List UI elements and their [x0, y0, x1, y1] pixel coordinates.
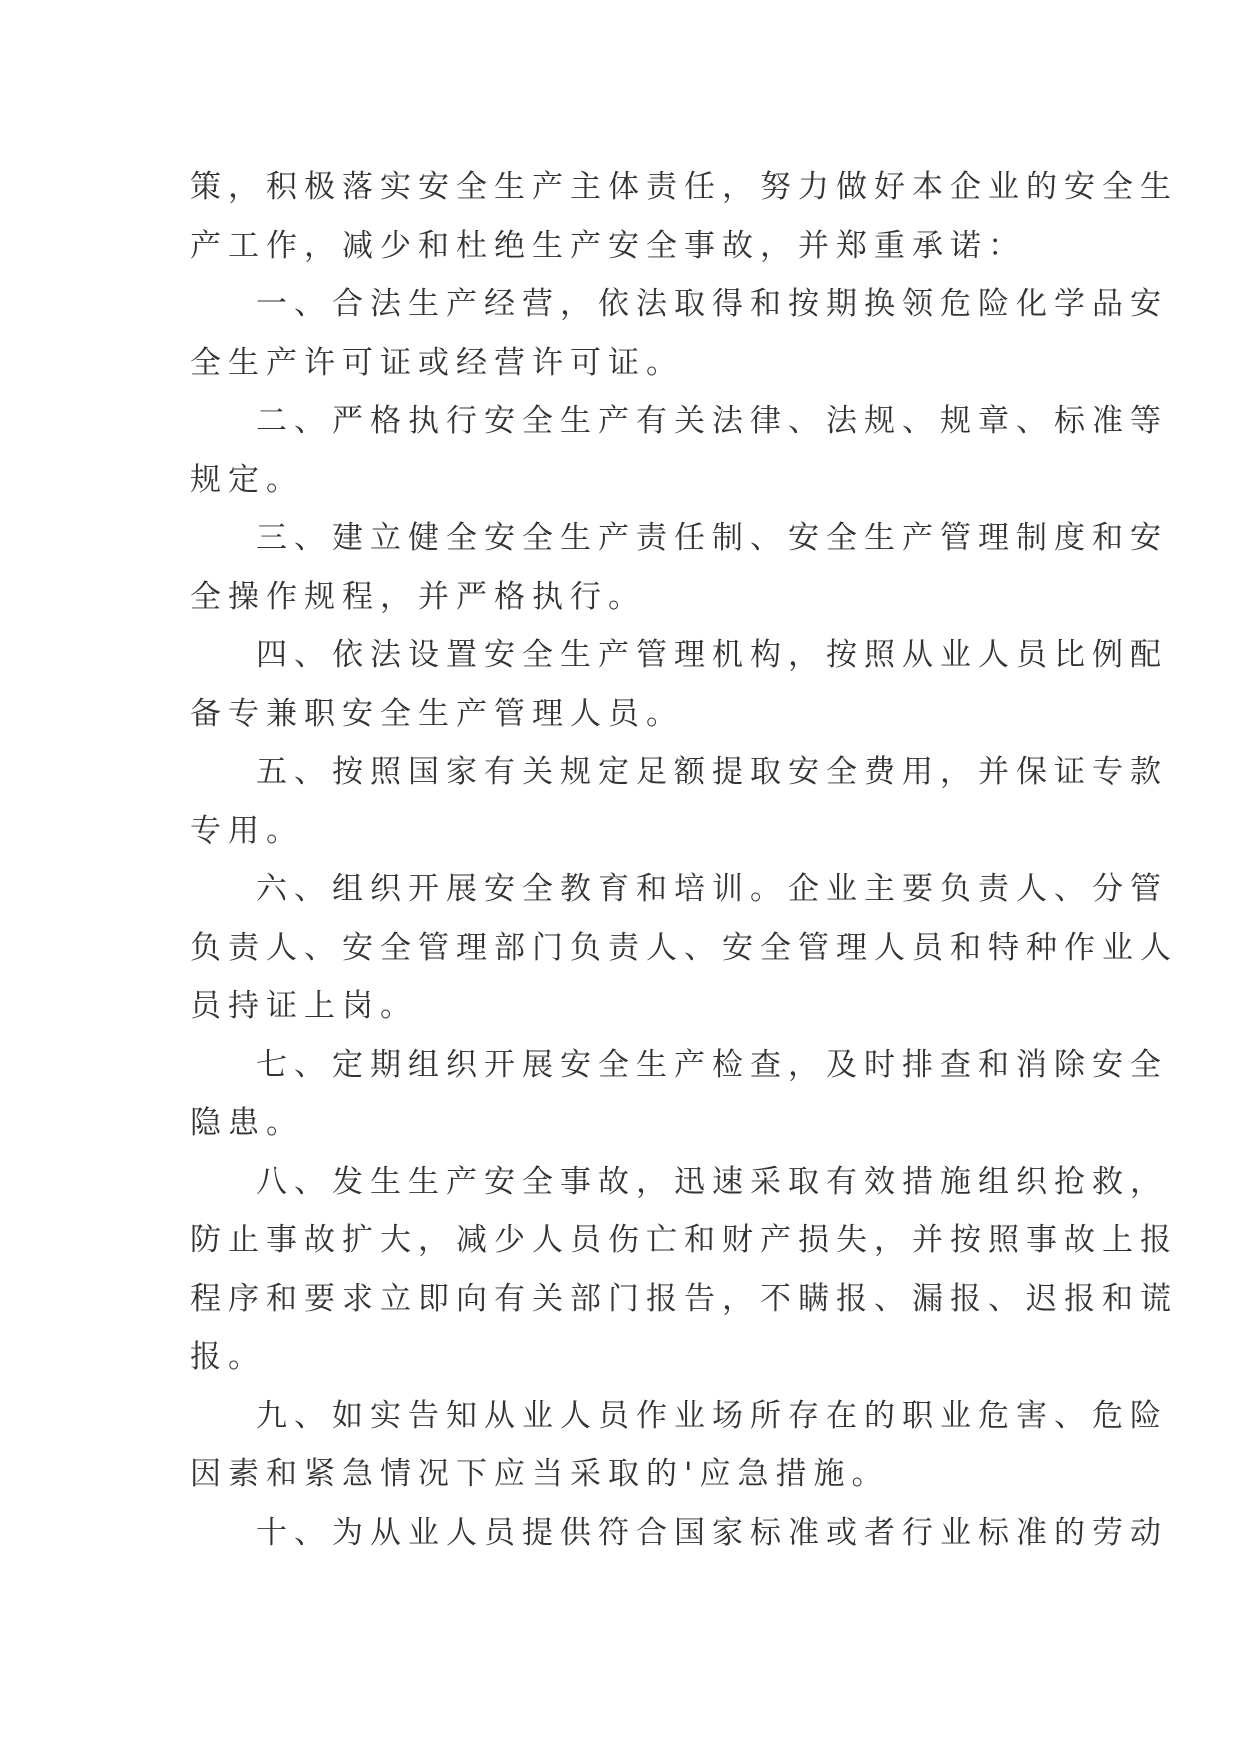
- text-line: 十、为从业人员提供符合国家标准或者行业标准的劳动: [256, 1514, 1168, 1551]
- text-line: 全生产许可证或经营许可证。: [190, 344, 684, 381]
- text-line: 九、如实告知从业人员作业场所存在的职业危害、危险: [256, 1397, 1168, 1434]
- text-line: 产工作，减少和杜绝生产安全事故，并郑重承诺：: [190, 227, 1026, 264]
- text-line: 三、建立健全安全生产责任制、安全生产管理制度和安: [256, 520, 1168, 556]
- text-line: 因素和紧急情况下应当采取的'应急措施。: [190, 1456, 890, 1492]
- text-line: 程序和要求立即向有关部门报告，不瞒报、漏报、迟报和谎: [190, 1280, 1178, 1317]
- text-line: 报。: [190, 1339, 266, 1375]
- text-line: 策，积极落实安全生产主体责任，努力做好本企业的安全生: [190, 169, 1178, 205]
- text-line: 防止事故扩大，减少人员伤亡和财产损失，并按照事故上报: [190, 1222, 1178, 1258]
- text-line: 二、严格执行安全生产有关法律、法规、规章、标准等: [256, 403, 1168, 439]
- text-line: 四、依法设置安全生产管理机构，按照从业人员比例配: [256, 637, 1168, 673]
- text-line: 六、组织开展安全教育和培训。企业主要负责人、分管: [256, 871, 1168, 907]
- text-line: 规定。: [190, 461, 304, 498]
- text-line: 隐患。: [190, 1105, 304, 1141]
- text-line: 专用。: [190, 812, 304, 849]
- text-line: 备专兼职安全生产管理人员。: [190, 695, 684, 732]
- document-body: [190, 158, 1178, 1562]
- text-line: 全操作规程，并严格执行。: [190, 578, 646, 615]
- text-line: 一、合法生产经营，依法取得和按期换领危险化学品安: [256, 286, 1168, 322]
- text-line: 负责人、安全管理部门负责人、安全管理人员和特种作业人: [190, 929, 1178, 966]
- text-line: 五、按照国家有关规定足额提取安全费用，并保证专款: [256, 754, 1168, 790]
- text-line: 员持证上岗。: [190, 988, 418, 1024]
- text-line: 八、发生生产安全事故，迅速采取有效措施组织抢救，: [256, 1163, 1168, 1200]
- text-line: 七、定期组织开展安全生产检查，及时排查和消除安全: [256, 1046, 1168, 1083]
